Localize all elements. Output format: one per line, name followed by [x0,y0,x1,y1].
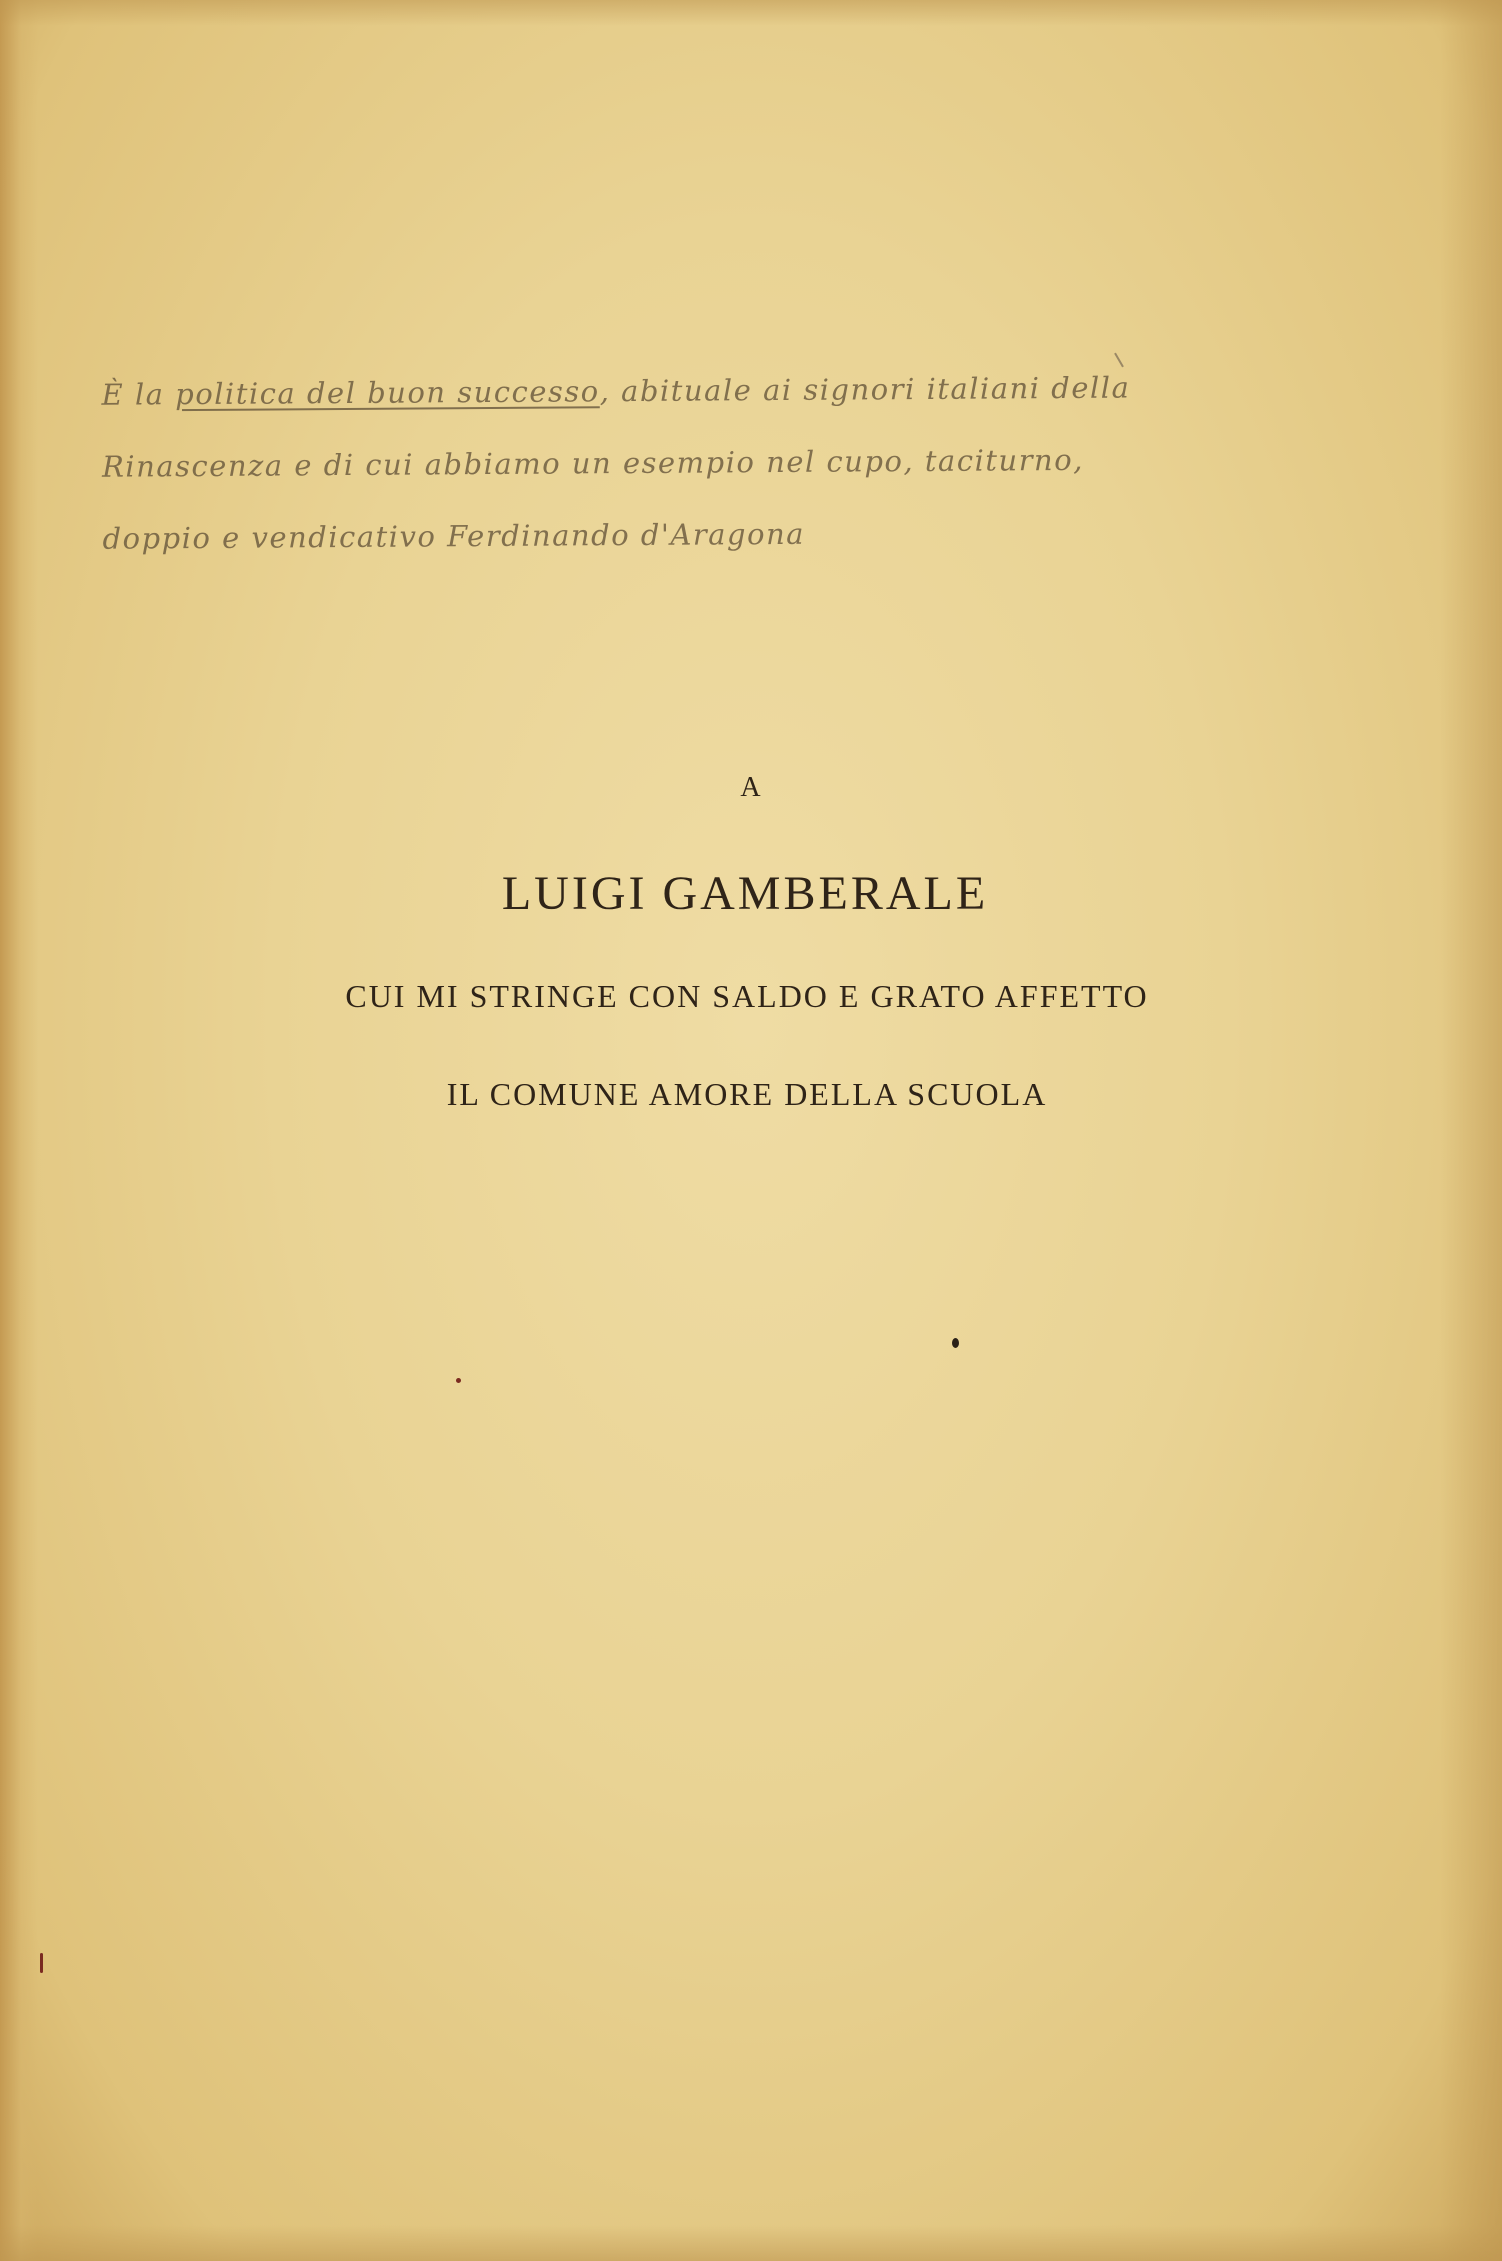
dedication-to: A [740,772,762,803]
ink-mark [40,1953,43,1973]
annotation-line-2: Rinascenza e di cui abbiamo un esempio nel cupo, taciturno, [101,442,1084,484]
ink-spot [952,1338,959,1348]
annotation-line-3: doppio e vendicativo Ferdinando d'Aragona [102,516,806,556]
annotation-prefix: È la [101,377,176,412]
dedicatee-name: LUIGI GAMBERALE [501,867,989,920]
paper-edge-right [1440,0,1502,2261]
annotation-suffix: , abituale ai signori italiani della [599,370,1131,409]
dedication-line-3: IL COMUNE AMORE DELLA SCUOLA [446,1076,1048,1112]
handwritten-annotation [101,351,1162,574]
annotation-underlined-phrase: politica del buon successo [175,374,600,412]
paper-edge-left [0,0,38,2261]
dedication-line-2: CUI MI STRINGE CON SALDO E GRATO AFFETTO [345,978,1149,1014]
paper-edge-bottom [0,2225,1502,2261]
annotation-line-1 [101,351,1161,430]
paper-edge-top [0,0,1502,26]
ink-spot [456,1378,461,1383]
